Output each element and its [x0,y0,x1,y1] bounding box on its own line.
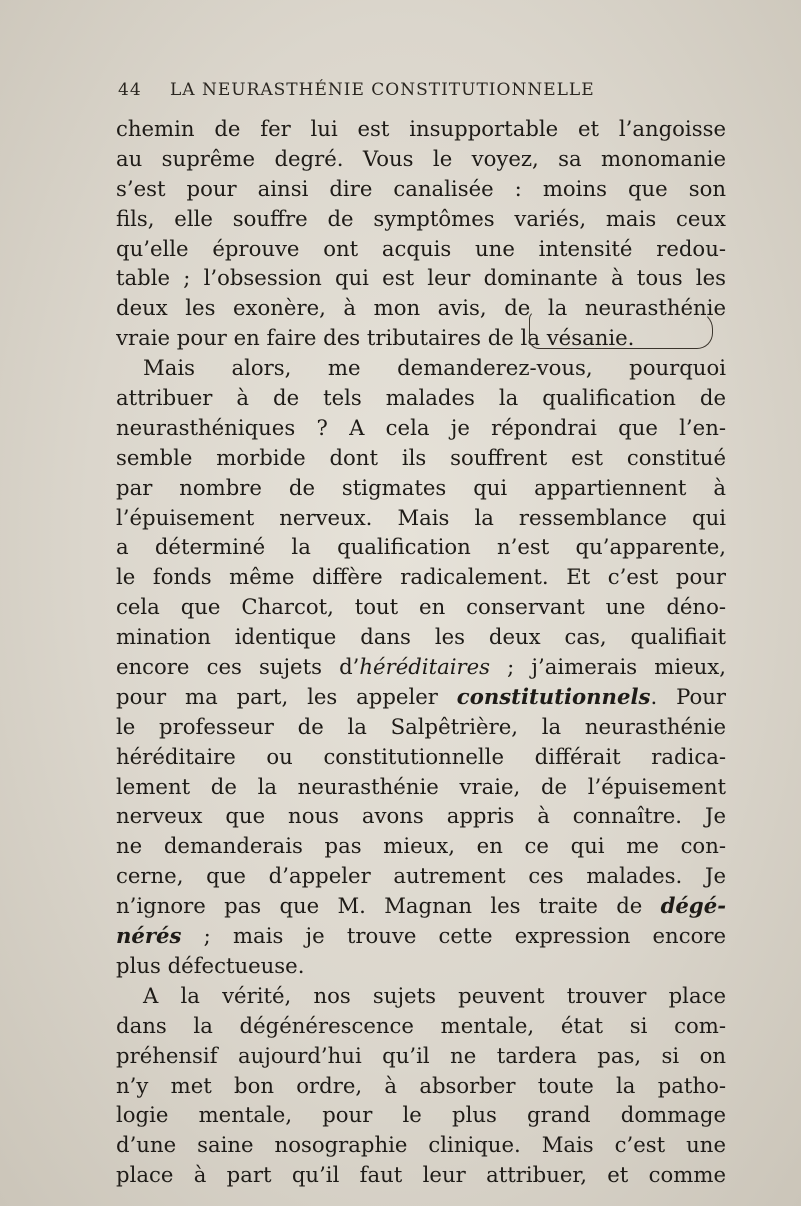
text-segment: . Pour [650,683,726,709]
text-line [116,861,726,891]
text-line [116,473,726,503]
text-line [116,263,726,293]
text-line [116,682,726,712]
text-segment: au suprême degré. Vous le voyez, sa monomanie [116,145,726,171]
italic-text: dégé- [660,893,726,919]
text-segment: n’ignore pas que M. Magnan les traite de [116,893,661,919]
text-segment: chemin de fer lui est insupportable et l’angoisse [116,116,726,141]
text-segment: cerne, que d’appeler autrement ces malades. Je [116,863,726,889]
text-line [116,204,726,234]
text-segment: fils, elle souffre de symptômes variés, mais ceux [116,205,726,231]
text-segment: par nombre de stigmates qui appartiennent à [116,474,726,500]
text-line [116,951,726,981]
text-segment: pour ma part, les appeler [116,683,457,709]
text-line [116,891,726,921]
text-segment: nerveux que nous avons appris à connaître. Je [116,803,726,829]
text-segment: préhensif aujourd’hui qu’il ne tardera pas, si on [116,1042,726,1068]
text-line [116,532,726,562]
text-line [116,503,726,533]
text-line [116,831,726,861]
text-line [116,742,726,772]
text-segment: Mais alors, me demanderez-vous, pourquoi [143,355,726,381]
text-line [116,592,726,622]
text-segment: neurasthéniques ? A cela je répondrai que l’en- [116,414,726,440]
text-segment: le professeur de la Salpêtrière, la neurasthénie [116,713,726,739]
text-segment: l’épuisement nerveux. Mais la ressemblance qui [116,504,726,530]
text-line [116,1071,726,1101]
text-line [116,1130,726,1160]
text-line [116,562,726,592]
text-segment: place à part qu’il faut leur attribuer, et comme [116,1162,726,1188]
text-line [116,1160,726,1190]
text-segment: encore ces sujets d’ [116,654,360,680]
page-header [118,80,738,104]
text-line [116,353,726,383]
text-line [116,443,726,473]
text-segment: dans la dégénérescence mentale, état si com- [116,1012,726,1038]
text-segment: a déterminé la qualification n’est qu’apparente, [116,534,726,560]
running-title: LA NEURASTHÉNIE CONSTITUTIONNELLE [170,80,595,100]
page-number: 44 [118,80,142,100]
text-segment: attribuer à de tels malades la qualification de [116,385,726,411]
text-line [116,712,726,742]
text-segment: table ; l’obsession qui est leur dominante à tous les [116,265,726,291]
italic-text: nérés [116,923,182,949]
text-segment: ne demanderais pas mieux, en ce qui me con- [116,833,726,859]
text-line [116,981,726,1011]
text-line [116,652,726,682]
text-line [116,1041,726,1071]
text-line [116,1100,726,1130]
text-line [116,772,726,802]
text-line [116,144,726,174]
text-segment: héréditaire ou constitutionnelle différait radica- [116,743,726,769]
text-segment: cela que Charcot, tout en conservant une déno- [116,594,726,620]
text-segment: deux les exonère, à mon avis, de la neurasthénie [116,295,726,321]
text-segment: mination identique dans les deux cas, qualifiait [116,624,726,650]
text-segment: n’y met bon ordre, à absorber toute la patho- [116,1072,726,1098]
text-line [116,234,726,264]
text-segment: ; j’aimerais mieux, [490,654,726,680]
handwritten-circle-mark [529,311,713,349]
text-line [116,413,726,443]
text-line [116,114,726,144]
text-line [116,622,726,652]
text-segment: semble morbide dont ils souffrent est constitué [116,444,726,470]
text-line [116,174,726,204]
text-segment: qu’elle éprouve ont acquis une intensité redou- [116,235,726,261]
text-segment: s’est pour ainsi dire canalisée : moins que son [116,175,726,201]
text-line [116,921,726,951]
italic-text: constitutionnels [456,683,651,709]
text-line [116,801,726,831]
text-line [116,1011,726,1041]
text-line [116,383,726,413]
text-segment: plus défectueuse. [116,952,305,978]
italic-text: héréditaires [359,654,491,680]
body-text [116,114,726,1190]
text-segment: ; mais je trouve cette expression encore [181,923,726,949]
text-segment: d’une saine nosographie clinique. Mais c’est une [116,1132,726,1158]
text-segment: logie mentale, pour le plus grand dommage [116,1102,726,1128]
text-segment: le fonds même diffère radicalement. Et c’est pour [116,564,726,590]
text-segment: vraie pour en faire des tributaires de la vésanie. [116,325,635,351]
text-segment: A la vérité, nos sujets peuvent trouver place [143,982,726,1008]
text-segment: lement de la neurasthénie vraie, de l’épuisement [116,773,726,799]
